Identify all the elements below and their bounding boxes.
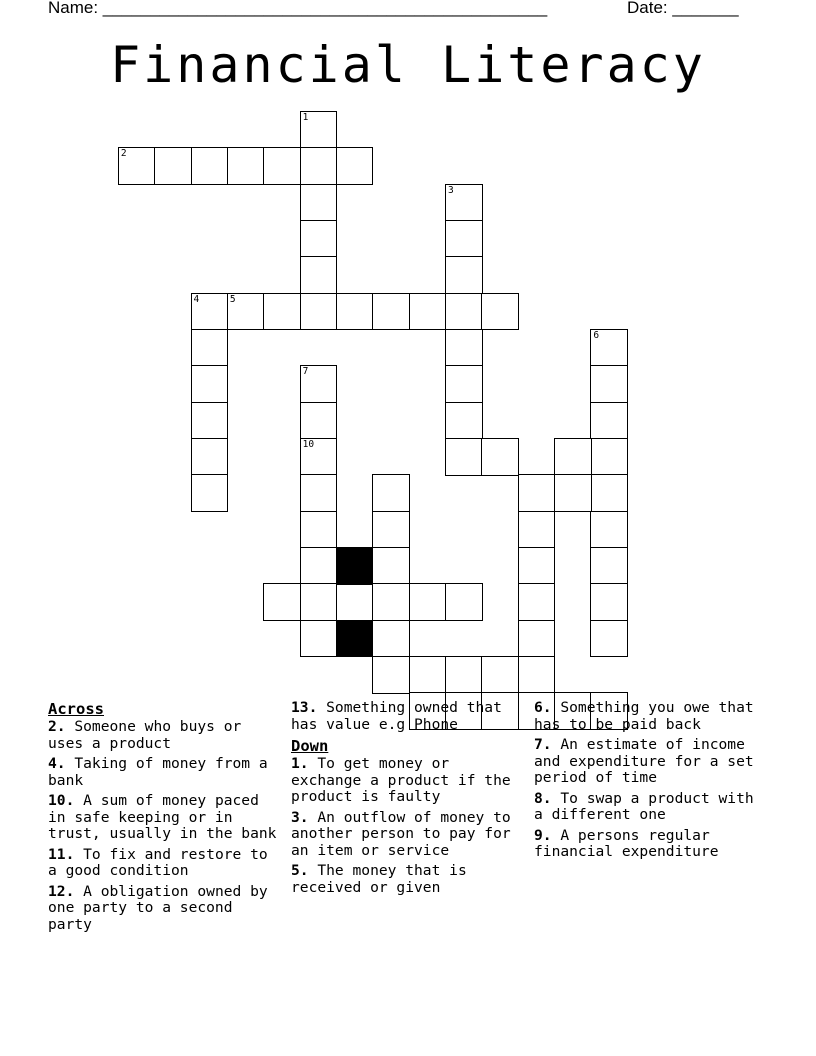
grid-cell[interactable] xyxy=(300,220,338,258)
grid-cell[interactable] xyxy=(263,147,301,185)
grid-cell[interactable] xyxy=(409,656,447,694)
grid-cell[interactable] xyxy=(554,474,592,512)
grid-cell[interactable] xyxy=(227,147,265,185)
clue-across-2: 2. Someone who buys or uses a product xyxy=(48,718,242,752)
grid-cell[interactable] xyxy=(590,365,628,403)
clue-across-4: 4. Taking of money from a bank xyxy=(48,755,268,789)
grid-cell[interactable] xyxy=(300,474,338,512)
across-heading: Across xyxy=(48,700,104,718)
grid-cell[interactable] xyxy=(372,511,410,549)
grid-cell[interactable] xyxy=(191,438,229,476)
clue-number: 3 xyxy=(448,184,454,196)
grid-cell[interactable] xyxy=(372,583,410,621)
grid-cell[interactable] xyxy=(518,511,556,549)
grid-cell[interactable] xyxy=(590,547,628,585)
grid-cell-10[interactable] xyxy=(300,438,338,476)
clue-column-2 xyxy=(291,700,516,900)
down-heading: Down xyxy=(291,737,329,755)
grid-cell[interactable] xyxy=(445,220,483,258)
clue-across-12: 12. A obligation owned by one party to a second party xyxy=(48,882,268,934)
grid-cell[interactable] xyxy=(590,438,628,476)
grid-cell[interactable] xyxy=(518,620,556,658)
grid-cell[interactable] xyxy=(300,547,338,585)
clue-column-3 xyxy=(534,700,769,865)
clue-number: 10 xyxy=(302,439,315,450)
clue-number: 1 xyxy=(302,111,309,123)
clue-across-13: 13. Something owned that has value e.g Phone xyxy=(291,699,502,733)
grid-cell[interactable] xyxy=(263,583,301,621)
grid-cell[interactable] xyxy=(300,583,338,621)
grid-cell[interactable] xyxy=(300,293,338,331)
grid-cell[interactable] xyxy=(445,402,483,440)
grid-cell[interactable] xyxy=(409,293,447,331)
grid-cell[interactable] xyxy=(590,402,628,440)
grid-cell[interactable] xyxy=(481,293,519,331)
clue-number: 5 xyxy=(229,293,236,305)
grid-cell[interactable] xyxy=(445,329,483,367)
clue-across-11: 11. To fix and restore to a good condition xyxy=(48,845,268,880)
grid-cell[interactable] xyxy=(372,656,410,694)
grid-cell-1[interactable] xyxy=(300,111,338,149)
grid-cell[interactable] xyxy=(300,402,338,440)
grid-cell[interactable] xyxy=(518,474,556,512)
grid-cell[interactable] xyxy=(372,293,410,331)
clue-number: 2 xyxy=(120,148,127,160)
grid-cell[interactable] xyxy=(263,293,301,331)
grid-cell-6[interactable] xyxy=(590,329,628,367)
grid-cell[interactable] xyxy=(518,656,556,694)
grid-cell[interactable] xyxy=(372,547,410,585)
grid-cell-2[interactable] xyxy=(118,147,156,185)
grid-block-cell xyxy=(336,620,374,658)
grid-cell[interactable] xyxy=(191,474,229,512)
clue-column-1 xyxy=(48,700,280,937)
clue-down-7: 7. An estimate of income and expenditure for a set period of time xyxy=(534,736,754,787)
grid-cell[interactable] xyxy=(154,147,192,185)
clue-number: 7 xyxy=(302,366,309,378)
name-line: Name: _______________________________________________ xyxy=(48,0,548,17)
clue-number: 6 xyxy=(593,329,600,341)
grid-cell[interactable] xyxy=(590,620,628,658)
grid-cell[interactable] xyxy=(481,438,519,476)
grid-cell[interactable] xyxy=(372,620,410,658)
grid-cell[interactable] xyxy=(445,256,483,294)
grid-cell[interactable] xyxy=(518,547,556,585)
grid-cell[interactable] xyxy=(300,147,338,185)
clue-across-10: 10. A sum of money paced in safe keeping or in trust, usually in the bank xyxy=(48,792,277,843)
grid-cell[interactable] xyxy=(300,620,338,658)
grid-cell[interactable] xyxy=(590,474,628,512)
grid-cell[interactable] xyxy=(336,293,374,331)
clue-down-9: 9. A persons regular financial expenditure xyxy=(534,826,719,861)
grid-cell[interactable] xyxy=(445,438,483,476)
clue-number: 4 xyxy=(193,293,200,305)
clue-down-5: 5. The money that is received or given xyxy=(291,862,467,897)
grid-cell[interactable] xyxy=(481,656,519,694)
clue-down-6: 6. Something you owe that has to be paid back xyxy=(534,699,754,733)
grid-cell[interactable] xyxy=(409,583,447,621)
clue-down-1: 1. To get money or exchange a product if the product is faulty xyxy=(291,755,511,806)
grid-cell-3[interactable] xyxy=(445,184,483,222)
grid-cell-7[interactable] xyxy=(300,365,338,403)
clue-down-8: 8. To swap a product with a different one xyxy=(534,789,754,824)
clue-down-3: 3. An outflow of money to another person to pay for an item or service xyxy=(291,808,511,860)
grid-cell[interactable] xyxy=(445,583,483,621)
grid-cell[interactable] xyxy=(191,402,229,440)
grid-cell[interactable] xyxy=(554,438,592,476)
grid-cell[interactable] xyxy=(518,583,556,621)
grid-cell[interactable] xyxy=(372,474,410,512)
grid-block-cell xyxy=(336,547,374,585)
grid-cell[interactable] xyxy=(445,293,483,331)
grid-cell-5[interactable] xyxy=(227,293,265,331)
grid-cell[interactable] xyxy=(300,256,338,294)
grid-cell[interactable] xyxy=(191,147,229,185)
grid-cell[interactable] xyxy=(191,329,229,367)
page-title: Financial Literacy xyxy=(110,36,706,94)
grid-cell[interactable] xyxy=(445,365,483,403)
grid-cell[interactable] xyxy=(300,511,338,549)
grid-cell[interactable] xyxy=(191,365,229,403)
grid-cell-4[interactable] xyxy=(191,293,229,331)
date-line: Date: _______ xyxy=(627,0,739,17)
grid-cell[interactable] xyxy=(336,147,374,185)
grid-cell[interactable] xyxy=(590,511,628,549)
grid-cell[interactable] xyxy=(590,583,628,621)
grid-cell[interactable] xyxy=(300,184,338,222)
grid-cell[interactable] xyxy=(445,656,483,694)
